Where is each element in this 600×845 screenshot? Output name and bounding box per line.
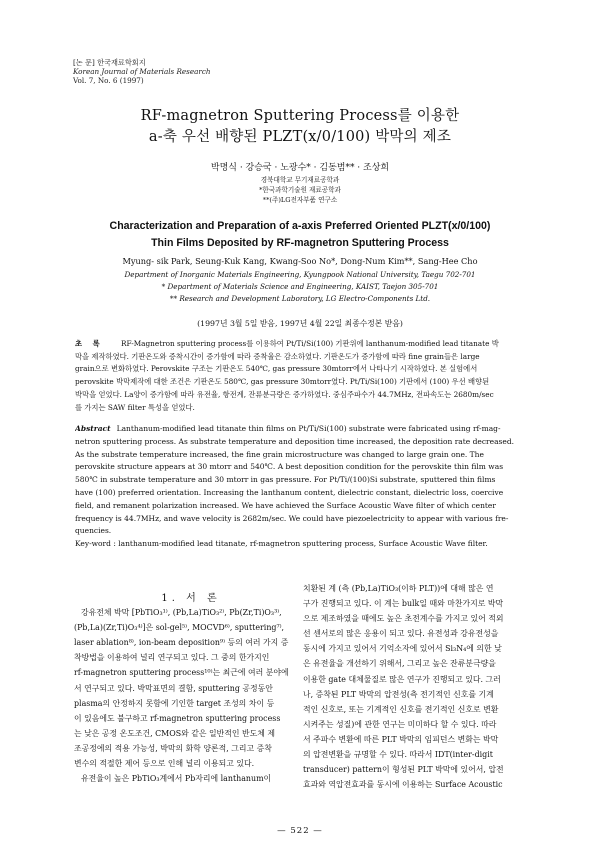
body-line: 은 유전율을 개선하기 위해서, 그리고 높은 잔류분극량을 bbox=[303, 659, 496, 669]
english-abstract-line: 580℃ in substrate temperature and 30 mtorr in gas pressure. For Pt/Ti/(100)Si substrate, sputtered thin films bbox=[75, 475, 496, 485]
body-line: laser ablation⁸⁾, ion-beam deposition⁹⁾ 등의 여러 가지 증 bbox=[74, 638, 289, 648]
body-line: 서 연구되고 있다. 박막표면의 결함, sputtering 공정동안 bbox=[74, 683, 273, 693]
body-line: 유전율이 높은 PbTiO₃계에서 Pb자리에 lanthanum이 bbox=[81, 774, 272, 784]
body-line bbox=[74, 590, 308, 605]
english-abstract-line: Abstract Lanthanum-modified lead titanate thin films on Pt/Ti/Si(100) substrate were fabricated using rf-mag- bbox=[75, 424, 501, 433]
body-line: (Pb,La)(Zr,Ti)O₃⁴⁾]은 sol-gel⁵⁾, MOCVD⁶⁾, sputtering⁷⁾, bbox=[74, 623, 285, 633]
body-line: 착방법을 이용하여 널리 연구되고 있다. 그 중의 한가지인 bbox=[74, 653, 270, 663]
english-abstract-line: perovskite structure appears at 30 mtorr and 540℃. A best deposition condition for the perovskite thin film was bbox=[75, 462, 504, 472]
english-authors: Myung- sik Park, Seung-Kuk Kang, Kwang-Soo No*, Dong-Num Kim**, Sang-Hee Cho bbox=[122, 256, 478, 266]
journal-header bbox=[73, 58, 211, 85]
korean-affiliation-2: *한국과학기술원 재료공학과 bbox=[259, 186, 341, 194]
section-heading-introduction: 1. 서 론 bbox=[161, 593, 221, 604]
korean-title-line-2: a-축 우선 배향된 PLZT(x/0/100) 박막의 제조 bbox=[148, 129, 452, 145]
korean-abstract-label: 초 록 bbox=[75, 339, 104, 348]
korean-abstract-line: perovskite 박막제작에 대한 조건은 기판온도 580℃, gas pressure 30mtorr였다. Pt/Ti/Si(100) 기판에서 (100) 우선 배향된 bbox=[75, 377, 490, 387]
english-affiliation-2: * Department of Materials Science and Engineering, KAIST, Taejon 305-701 bbox=[161, 282, 439, 291]
english-abstract-label: Abstract bbox=[75, 424, 111, 433]
body-line: 변수의 적절한 제어 등으로 인해 널리 이용되고 있다. bbox=[74, 759, 255, 769]
english-affiliation-1: Department of Inorganic Materials Engineering, Kyungpook National University, Taegu 702-701 bbox=[124, 270, 476, 279]
korean-abstract-line: grain으로 변화하였다. Perovskite 구조는 기판온도 540℃, gas pressure 30mtorr에서 나타나기 시작하였다. 본 실험에서 bbox=[75, 364, 478, 374]
korean-abstract bbox=[75, 338, 545, 414]
english-title-line-2: Thin Films Deposited by RF-magnetron Sputtering Process bbox=[151, 237, 449, 249]
korean-abstract-line: 박막을 얻었다. La양이 증가함에 따라 유전율, 항전계, 잔류분극량은 증가하였다. 중심주파수가 44.7MHz, 전파속도는 2680m/sec bbox=[75, 389, 494, 399]
page-number: — 522 — bbox=[277, 826, 323, 836]
body-line: 강유전체 박막 [PbTiO₃¹⁾, (Pb,La)TiO₃²⁾, Pb(Zr,Ti)O₃³⁾, bbox=[81, 608, 282, 618]
received-date: (1997년 3월 5일 받음, 1997년 4월 22일 최종수정본 받음) bbox=[197, 319, 403, 328]
english-abstract bbox=[75, 423, 545, 551]
english-abstract-line: netron sputtering process. As substrate temperature and deposition time increased, the deposition rate decreased. bbox=[75, 436, 515, 446]
journal-korean-name: [논 문] 한국재료학회지 bbox=[73, 58, 146, 67]
body-line: 시켜주는 성질)에 관한 연구는 미미하다 할 수 있다. 따라 bbox=[303, 719, 497, 729]
body-line: transducer) pattern이 형성된 PLT 박막에 있어서, 압전 bbox=[303, 765, 504, 775]
english-abstract-line: As the substrate temperature increased, the fine grain microstructure was changed to large grain one. The bbox=[75, 449, 484, 459]
body-line: 는 낮은 공정 온도조건, CMOS와 같은 일반적인 반도체 제 bbox=[74, 728, 276, 738]
english-abstract-line: quencies. bbox=[75, 526, 112, 536]
english-affiliation-3: ** Research and Development Laboratory, LG Electro-Components Ltd. bbox=[169, 294, 431, 303]
body-line: 으로 제조하였을 때에도 높은 초전계수를 가지고 있어 적외 bbox=[303, 614, 504, 624]
body-line: 구가 진행되고 있다. 이 계는 bulk일 때와 마찬가지로 박막 bbox=[303, 599, 504, 609]
korean-abstract-line: 막을 제작하였다. 기판온도와 증착시간이 증가함에 따라 증착율은 감소하였다. 기판온도가 증가함에 따라 fine grain들은 large bbox=[75, 351, 480, 361]
english-abstract-line: field, and remanent polarization increased. We have achieved the Surface Acoustic Wave filter of which center bbox=[75, 500, 496, 510]
body-line: 선 센서로의 많은 응용이 되고 있다. 유전성과 강유전성을 bbox=[303, 629, 499, 639]
body-line: 서 주파수 변환에 따른 PLT 박막의 임피던스 변화는 박막 bbox=[303, 734, 499, 744]
english-abstract-line: have (100) preferred orientation. Increasing the lanthanum content, dielectric constant, dielectric loss, coercive bbox=[75, 487, 504, 497]
body-line: 효과와 역압전효과를 동시에 이용하는 Surface Acoustic bbox=[303, 780, 503, 790]
korean-affiliation-1: 경북대학교 무기재료공학과 bbox=[260, 176, 340, 184]
body-line: plasma의 안정하지 못함에 기인한 target 조성의 차이 등 bbox=[74, 698, 275, 708]
journal-volume: Vol. 7, No. 6 (1997) bbox=[73, 76, 144, 85]
english-abstract-line: frequency is 44.7MHz, and wave velocity is 2682m/sec. We could have piezoelectricity to appear with various fre- bbox=[75, 513, 509, 523]
english-title-line-1: Characterization and Preparation of a-axis Preferred Oriented PLZT(x/0/100) bbox=[109, 220, 491, 232]
body-line: 치환된 계 (측 (Pb,La)TiO₃(이하 PLT))에 대해 많은 연 bbox=[303, 584, 494, 593]
introduction-left-column bbox=[74, 590, 308, 786]
body-line: 적인 신호로, 또는 기계적인 신호를 전기적인 신호로 변환 bbox=[303, 704, 499, 714]
keywords: Key-word : lanthanum-modified lead titanate, rf-magnetron sputtering process, Surface Acoustic Wave filter. bbox=[75, 539, 488, 549]
body-line: 의 압전변환을 규명할 수 있다. 따라서 IDT(inter-digit bbox=[303, 750, 493, 760]
korean-abstract-line: 초 록 RF-Magnetron sputtering process를 이용하여 Pt/Ti/Si(100) 기판위에 lanthanum-modified lead titanate 박 bbox=[75, 338, 545, 351]
body-line: rf-magnetron sputtering process¹⁰⁾는 최근에 여러 분야에 bbox=[74, 668, 289, 678]
body-line: 동시에 가지고 있어서 기억소자에 있어서 Si₃N₄에 의한 낮 bbox=[303, 644, 502, 654]
body-line: 이용한 gate 대체물질로 많은 연구가 진행되고 있다. 그러 bbox=[303, 674, 501, 684]
korean-authors: 박명식 · 강승국 · 노광수* · 김동범** · 조상희 bbox=[210, 163, 390, 173]
korean-title-line-1: RF-magnetron Sputtering Process를 이용한 bbox=[140, 108, 460, 124]
body-line: 조공정에의 적용 가능성, 박막의 화학 양론적, 그리고 증착 bbox=[74, 743, 272, 753]
korean-affiliation-3: **(주)LG전자부품 연구소 bbox=[262, 196, 338, 204]
korean-abstract-line: 를 가지는 SAW filter 특성을 얻었다. bbox=[75, 402, 195, 412]
body-line: 이 있음에도 불구하고 rf-magnetron sputtering process bbox=[74, 713, 281, 723]
journal-english-name: Korean Journal of Materials Research bbox=[73, 67, 211, 76]
introduction-right-column bbox=[303, 581, 537, 792]
body-line: 나, 증착된 PLT 박막의 압전성(측 전기적인 신호를 기계 bbox=[303, 689, 494, 699]
